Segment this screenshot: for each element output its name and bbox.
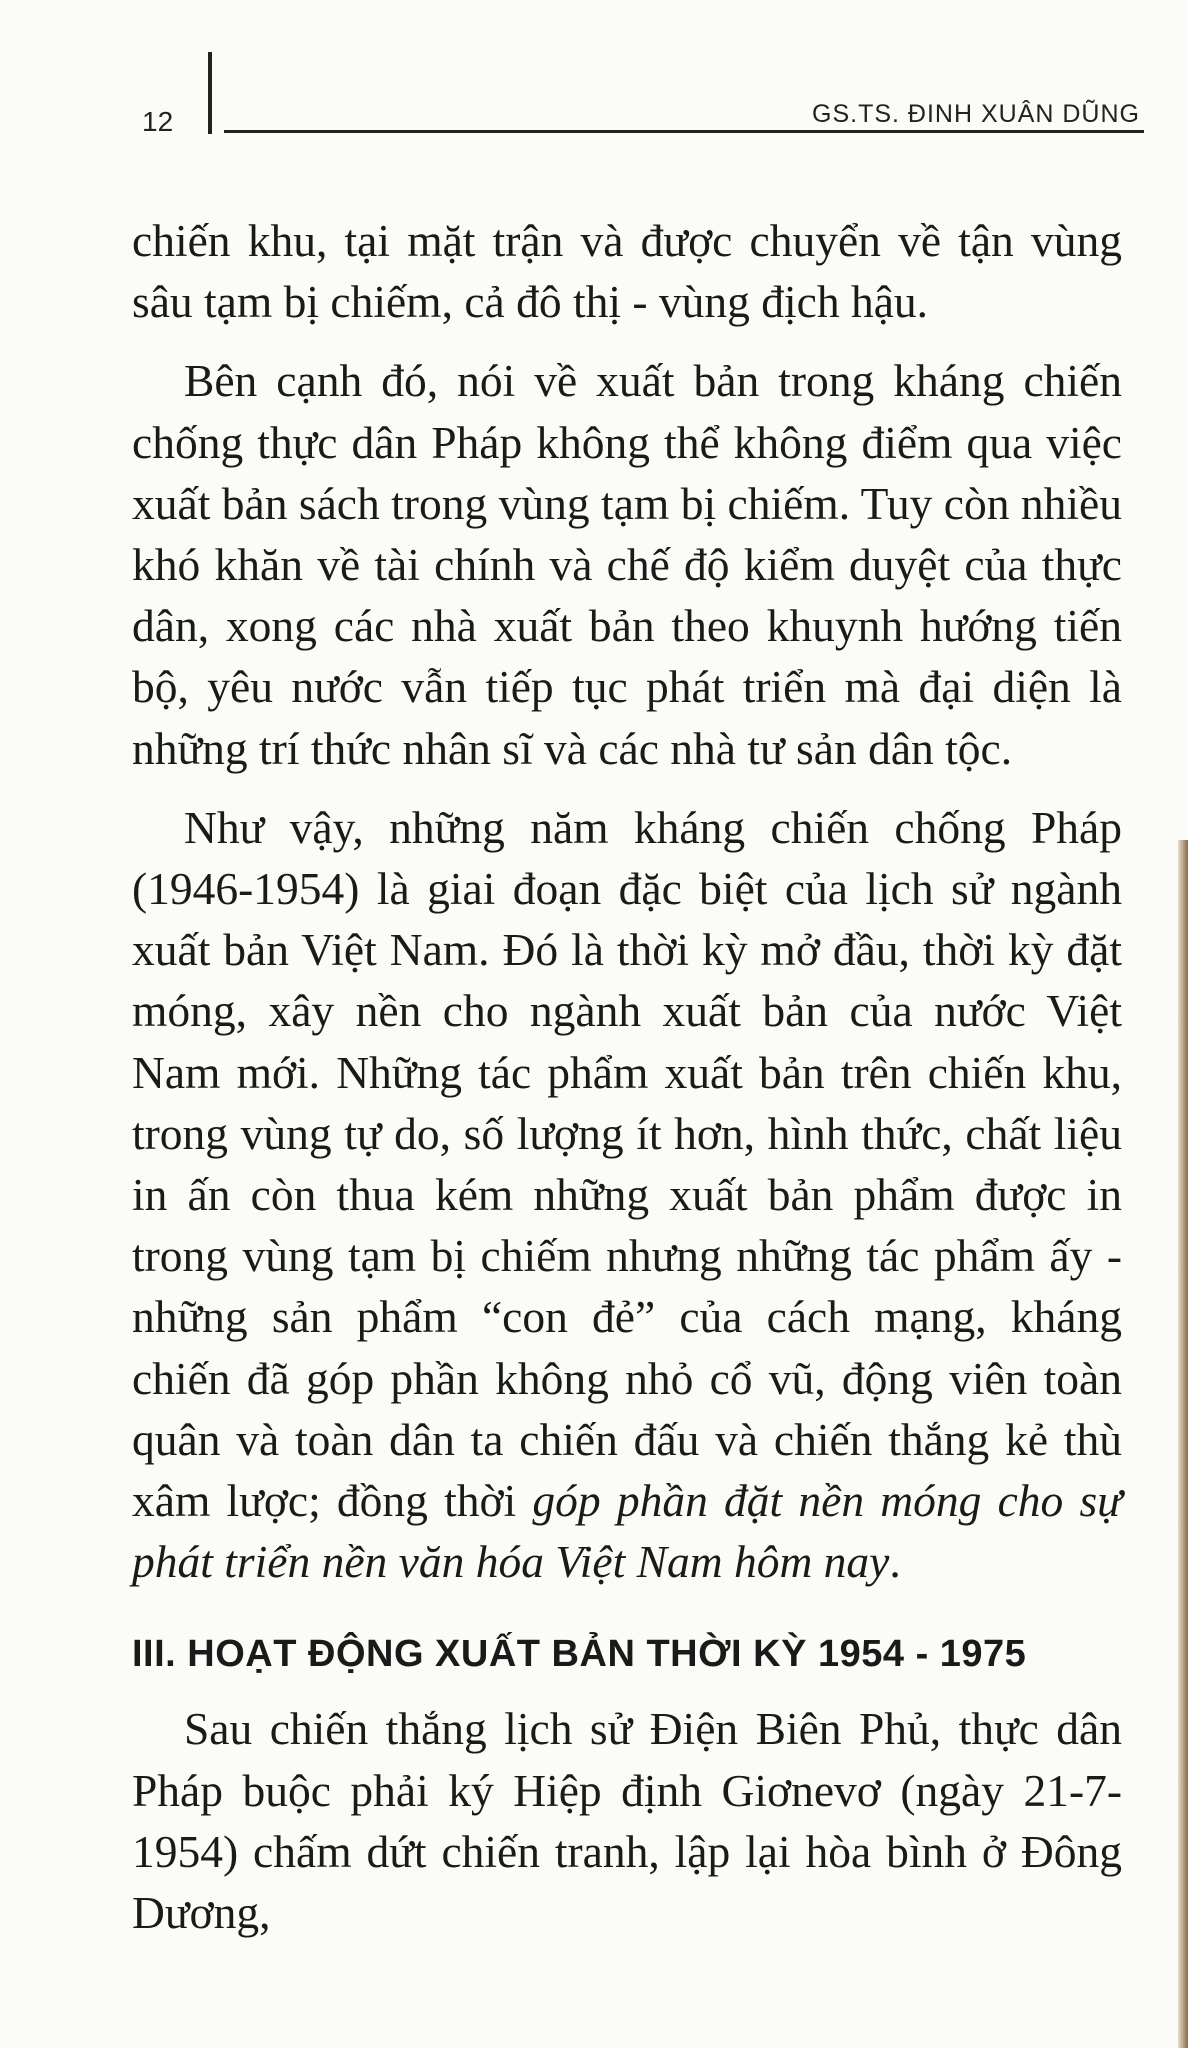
paragraph-continuation: chiến khu, tại mặt trận và được chuyển về tận vùng sâu tạm bị chiếm, cả đô thị - vùng địch hậu. [132, 215, 1122, 328]
page-edge-shadow [1178, 840, 1188, 2048]
header-vertical-rule [208, 52, 212, 134]
paragraph: Sau chiến thắng lịch sử Điện Biên Phủ, thực dân Pháp buộc phải ký Hiệp định Giơnevơ (ngày 21-7-1954) chấm dứt chiến tranh, lập lại hòa bình ở Đông Dương, [132, 1703, 1122, 1939]
page-body [132, 210, 1122, 1961]
paragraph-text: Như vậy, những năm kháng chiến chống Pháp (1946-1954) là giai đoạn đặc biệt của lịch sử ngành xuất bản Việt Nam. Đó là thời kỳ mở đầu, thời kỳ đặt móng, xây nền cho ngành xuất bản của nước Việt Nam mới. Những tác phẩm xuất bản trên chiến khu, trong vùng tự do, số lượng ít hơn, hình thức, chất liệu in ấn còn thua kém những xuất bản phẩm được in trong vùng tạm bị chiếm nhưng những tác phẩm ấy - những sản phẩm “con đẻ” của cách mạng, kháng chiến đã góp phần không nhỏ cổ vũ, động viên toàn quân và toàn dân ta chiến đấu và chiến thắng kẻ thù xâm lược; đồng thời [132, 801, 1122, 1527]
paragraph: Bên cạnh đó, nói về xuất bản trong kháng chiến chống thực dân Pháp không thể không điểm qua việc xuất bản sách trong vùng tạm bị chiếm. Tuy còn nhiều khó khăn về tài chính và chế độ kiểm duyệt của thực dân, xong các nhà xuất bản theo khuynh hướng tiến bộ, yêu nước vẫn tiếp tục phát triển mà đại diện là những trí thức nhân sĩ và các nhà tư sản dân tộc. [132, 355, 1122, 774]
page-number: 12 [142, 106, 174, 137]
header-rule [224, 130, 1144, 133]
paragraph-end-period: . [889, 1536, 901, 1588]
running-head-author: GS.TS. ĐINH XUÂN DŨNG [812, 100, 1140, 128]
section-heading: III. HOẠT ĐỘNG XUẤT BẢN THỜI KỲ 1954 - 1975 [132, 1633, 1027, 1676]
page-header [0, 0, 1188, 150]
paragraph [132, 797, 1122, 1593]
paragraph-italic-text: góp phần đặt nền móng cho sự phát triển nền văn hóa Việt Nam hôm nay [132, 1475, 1122, 1588]
